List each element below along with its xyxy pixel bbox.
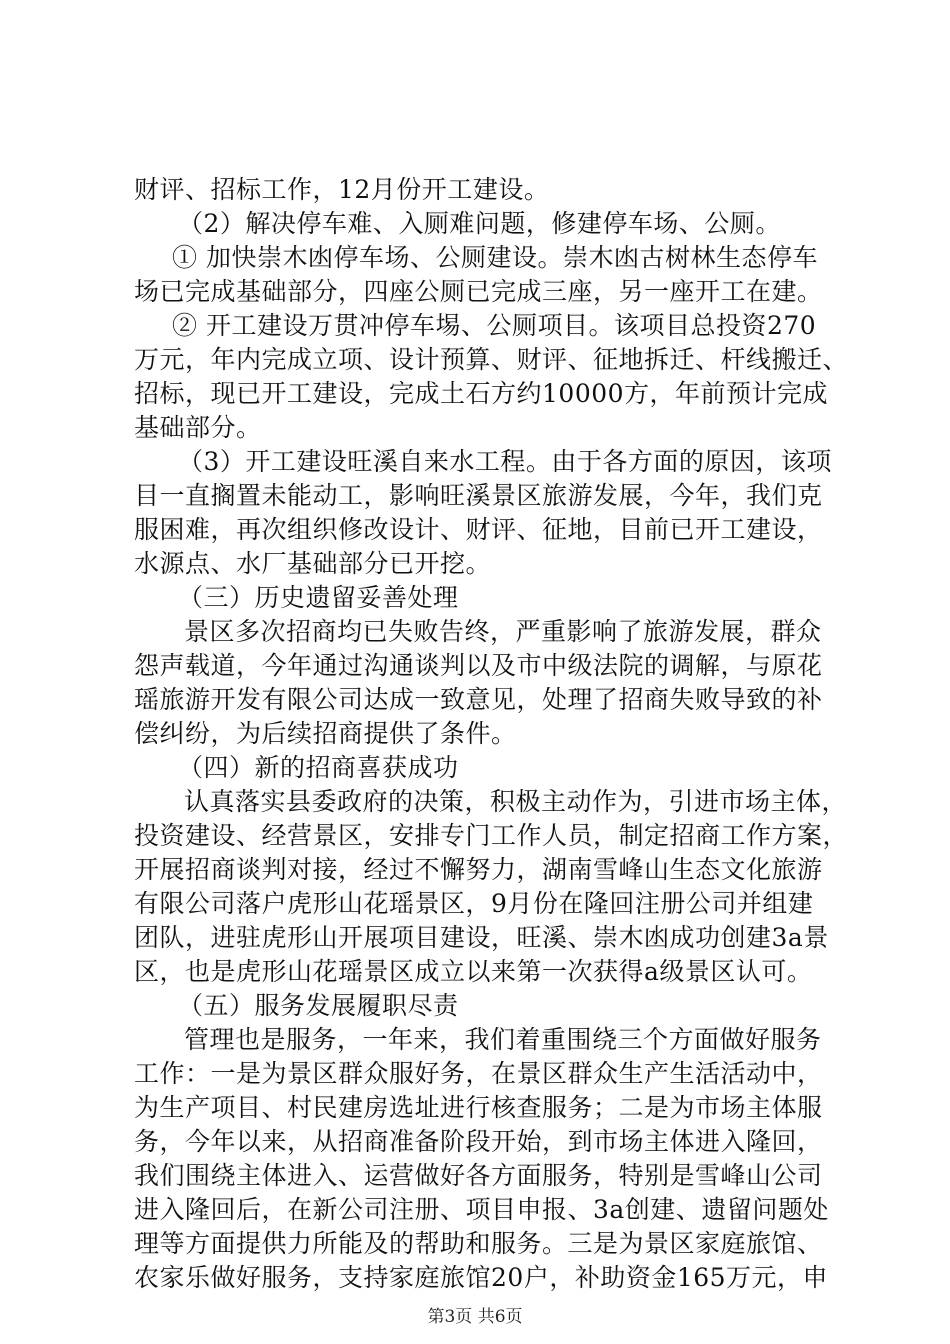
- text-line: 基础部分。: [134, 413, 262, 442]
- text-line: 开展招商谈判对接，经过不懈努力，湖南雪峰山生态文化旅游: [134, 855, 823, 884]
- text-line: 理等方面提供力所能及的帮助和服务。三是为景区家庭旅馆、: [134, 1229, 823, 1258]
- text-line: ① 加快崇木凼停车场、公厕建设。崇木凼古树林生态停车: [172, 243, 818, 272]
- text-line: （2）解决停车难、入厕难问题，修建停车场、公厕。: [178, 209, 781, 238]
- text-line: 区，也是虎形山花瑶景区成立以来第一次获得a级景区认可。: [134, 957, 813, 986]
- text-line: 务，今年以来，从招商准备阶段开始，到市场主体进入隆回，: [134, 1127, 823, 1156]
- text-line: 进入隆回后，在新公司注册、项目申报、3a创建、遗留问题处: [134, 1195, 829, 1224]
- text-line: 投资建设、经营景区，安排专门工作人员，制定招商工作方案，: [134, 821, 849, 850]
- text-line: 景区多次招商均已失败告终，严重影响了旅游发展，群众: [184, 617, 822, 646]
- text-line: 管理也是服务，一年来，我们着重围绕三个方面做好服务: [184, 1025, 822, 1054]
- text-line: 场已完成基础部分，四座公厕已完成三座，另一座开工在建。: [134, 277, 823, 306]
- text-line: ② 开工建设万贯冲停车埸、公厕项目。该项目总投资270: [172, 311, 817, 340]
- text-line: 为生产项目、村民建房选址进行核查服务；二是为市场主体服: [134, 1093, 823, 1122]
- text-line: 认真落实县委政府的决策，积极主动作为，引进市场主体，: [184, 787, 848, 816]
- text-line: 团队，进驻虎形山开展项目建设，旺溪、崇木凼成功创建3a景: [134, 923, 829, 952]
- text-line: 农家乐做好服务，支持家庭旅馆20户，补助资金165万元，申: [134, 1263, 829, 1292]
- text-line: 水源点、水厂基础部分已开挖。: [134, 549, 492, 578]
- section-heading: （三）历史遗留妥善处理: [178, 583, 459, 612]
- page-footer: 第3页 共6页: [427, 1307, 523, 1327]
- text-line: 偿纠纷，为后续招商提供了条件。: [134, 719, 517, 748]
- text-line: 我们围绕主体进入、运营做好各方面服务，特别是雪峰山公司: [134, 1161, 823, 1190]
- text-line: 万元，年内完成立项、设计预算、财评、征地拆迁、杆线搬迁、: [134, 345, 849, 374]
- text-line: 招标，现已开工建设，完成土石方约10000方，年前预计完成: [134, 379, 829, 408]
- text-line: 有限公司落户虎形山花瑶景区，9月份在隆回注册公司并组建: [134, 889, 814, 918]
- text-line: 财评、招标工作，12月份开工建设。: [134, 175, 550, 204]
- text-line: （3）开工建设旺溪自来水工程。由于各方面的原因，该项: [178, 447, 832, 476]
- text-line: 目一直搁置未能动工，影响旺溪景区旅游发展，今年，我们克: [134, 481, 823, 510]
- section-heading: （五）服务发展履职尽责: [178, 991, 459, 1020]
- text-line: 工作：一是为景区群众服好务，在景区群众生产生活活动中，: [134, 1059, 823, 1088]
- section-heading: （四）新的招商喜获成功: [178, 753, 459, 782]
- text-line: 服困难，再次组织修改设计、财评、征地，目前已开工建设，: [134, 515, 823, 544]
- text-line: 瑶旅游开发有限公司达成一致意见，处理了招商失败导致的补: [134, 685, 823, 714]
- text-line: 怨声载道，今年通过沟通谈判以及市中级法院的调解，与原花: [134, 651, 823, 680]
